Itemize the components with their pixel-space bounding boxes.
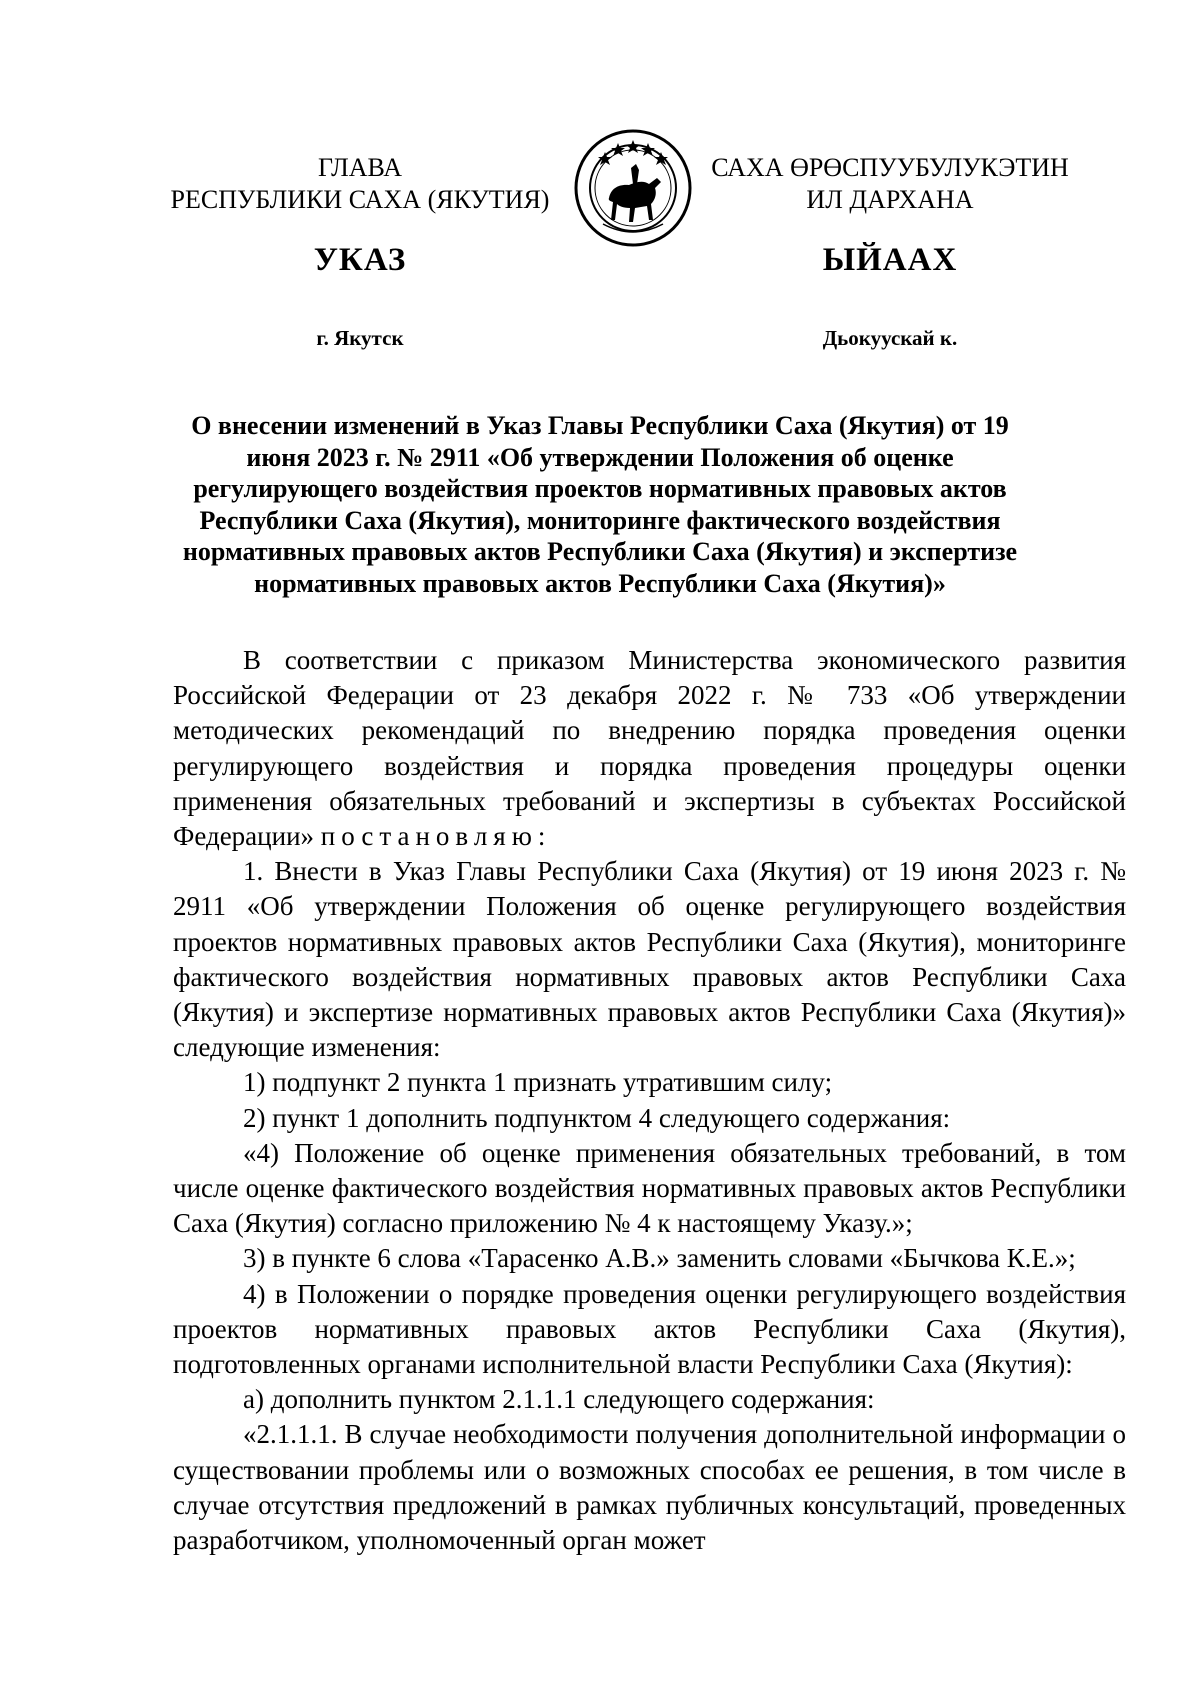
decree-word: постановляю: <box>320 821 552 852</box>
issuer-line-2-sakha: ИЛ ДАРХАНА <box>806 185 974 214</box>
issuer-line-1: ГЛАВА <box>318 153 402 182</box>
issuer-heading-sakha <box>700 152 1080 216</box>
paragraph-6: 4) в Положении о порядке проведения оценки регулирующего воздействия проектов нормативных правовых актов Республики Саха (Якутия), подготовленных органами исполнительной власти Республики Саха (Якутия): <box>173 1278 1126 1380</box>
paragraph-2: 1) подпункт 2 пункта 1 признать утратившим силу; <box>243 1067 833 1098</box>
document-body <box>173 643 1126 1558</box>
paragraph-8: «2.1.1.1. В случае необходимости получения дополнительной информации о существовании проблемы или о возможных способах ее решения, в том числе в случае отсутствия предложений в рамках публичных консультаций, проведенных разработчиком, уполномоченный орган может <box>173 1419 1126 1556</box>
paragraph-1: 1. Внести в Указ Главы Республики Саха (Якутия) от 19 июня 2023 г. № 2911 «Об утверждении Положения об оценке регулирующего воздействия проектов нормативных правовых актов Республики Саха (Якутия), мониторинге фактического воздействия нормативных правовых актов Республики Саха (Якутия) и экспертизе нормативных правовых актов Республики Саха (Якутия)» следующие изменения: <box>173 856 1126 1063</box>
doc-type-ru: УКАЗ <box>313 242 407 278</box>
city-ru: г. Якутск <box>316 326 404 350</box>
preamble-paragraph <box>173 643 1126 854</box>
paragraph-3: 2) пункт 1 дополнить подпунктом 4 следующего содержания: <box>243 1102 951 1133</box>
paragraph-4: «4) Положение об оценке применения обязательных требований, в том числе оценке фактического воздействия нормативных правовых актов Республики Саха (Якутия) согласно приложению № 4 к настоящему Указу.»; <box>173 1137 1126 1239</box>
city-sakha: Дьокуускай к. <box>822 326 958 350</box>
paragraph-5: 3) в пункте 6 слова «Тарасенко А.В.» заменить словами «Бычкова К.Е.»; <box>243 1243 1076 1274</box>
issuer-heading-ru <box>150 152 570 216</box>
preamble-text: В соответствии с приказом Министерства экономического развития Российской Федерации от 23 декабря 2022 г. № 733 «Об утверждении методических рекомендаций по внедрению порядка проведения оценки регулирующего воздействия и порядка проведения процедуры оценки применения обязательных требований и экспертизы в субъектах Российской Федерации» <box>173 645 1126 852</box>
doc-type-sakha: ЫЙААХ <box>822 242 958 278</box>
document-title: О внесении изменений в Указ Главы Республики Саха (Якутия) от 19 июня 2023 г. № 2911 «Об утверждении Положения об оценке регулирующего воздействия проектов нормативных правовых актов Республики Саха (Якутия), мониторинге фактического воздействия нормативных правовых актов Республики Саха (Якутия) и экспертизе нормативных правовых актов Республики Саха (Якутия)» <box>182 411 1018 598</box>
paragraph-7: а) дополнить пунктом 2.1.1.1 следующего содержания: <box>243 1384 875 1415</box>
issuer-line-1-sakha: САХА ӨРӨСПУУБУЛУКЭТИН <box>711 153 1069 182</box>
coat-of-arms-icon <box>573 128 693 248</box>
issuer-line-2: РЕСПУБЛИКИ САХА (ЯКУТИЯ) <box>170 185 550 214</box>
